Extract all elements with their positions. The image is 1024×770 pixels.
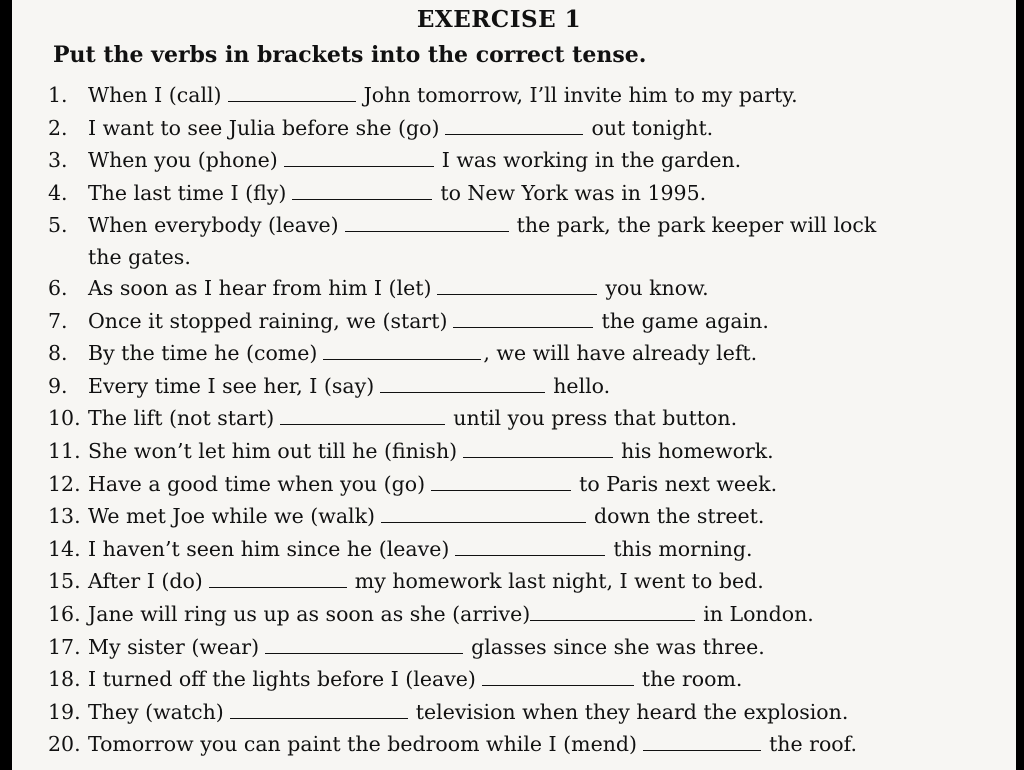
item-text-before: By the time he (come)	[88, 341, 318, 366]
item-text-after: the room.	[641, 667, 743, 692]
item-text-before: As soon as I hear from him I (let)	[88, 275, 432, 300]
exercise-item-13	[48, 500, 998, 533]
item-number: 19.	[48, 699, 81, 724]
item-number: 10.	[48, 406, 81, 431]
answer-blank[interactable]	[292, 180, 432, 199]
item-number: 9.	[48, 373, 68, 398]
exercise-item-1	[48, 79, 998, 112]
item-number: 20.	[48, 732, 81, 757]
item-text-after: the game again.	[601, 308, 769, 333]
item-text-after: to Paris next week.	[579, 471, 778, 496]
item-text-before: When you (phone)	[88, 148, 278, 173]
item-number: 13.	[48, 504, 81, 529]
item-text-after: I was working in the garden.	[441, 148, 742, 173]
answer-blank[interactable]	[445, 115, 583, 134]
item-number: 8.	[48, 341, 68, 366]
exercise-item-17	[48, 631, 998, 664]
exercise-item-15	[48, 565, 998, 598]
item-text-after: television when they heard the explosion.	[415, 699, 849, 724]
item-text-after: until you press that button.	[453, 406, 738, 431]
answer-blank[interactable]	[323, 341, 481, 360]
exercise-item-2	[48, 112, 998, 145]
exercise-item-6	[48, 272, 998, 305]
item-text-after: to New York was in 1995.	[440, 180, 707, 205]
answer-blank[interactable]	[530, 601, 695, 620]
item-text-before: After I (do)	[88, 569, 203, 594]
item-number: 2.	[48, 115, 68, 140]
item-number: 6.	[48, 275, 68, 300]
item-text-after: out tonight.	[591, 115, 714, 140]
exercise-item-12	[48, 468, 998, 501]
exercise-item-3	[48, 144, 998, 177]
item-text-after: , we will have already left.	[483, 341, 758, 366]
item-text-before: When everybody (leave)	[88, 213, 339, 238]
exercise-item-4	[48, 177, 998, 210]
item-text-before: I turned off the lights before I (leave)	[88, 667, 476, 692]
answer-blank[interactable]	[381, 504, 586, 523]
answer-blank[interactable]	[482, 667, 634, 686]
exercise-item-18	[48, 663, 998, 696]
item-number: 7.	[48, 308, 68, 333]
item-text-before: Once it stopped raining, we (start)	[88, 308, 448, 333]
item-number: 11.	[48, 438, 81, 463]
answer-blank[interactable]	[345, 213, 509, 232]
item-text-after: down the street.	[594, 504, 765, 529]
item-number: 1.	[48, 83, 68, 107]
item-number: 17.	[48, 634, 81, 659]
item-text-after: the park, the park keeper will lock	[516, 213, 877, 238]
item-text-before: The last time I (fly)	[88, 180, 287, 205]
answer-blank[interactable]	[463, 439, 613, 458]
item-number: 15.	[48, 569, 81, 594]
exercise-item-16	[48, 598, 998, 631]
exercise-item-8	[48, 337, 998, 370]
exercise-item-11	[48, 435, 998, 468]
answer-blank[interactable]	[209, 569, 347, 588]
exercise-item-9	[48, 370, 998, 403]
exercise-instruction: Put the verbs in brackets into the correct tense.	[53, 42, 647, 68]
item-text-after: you know.	[605, 275, 709, 300]
item-text-after: hello.	[553, 373, 611, 398]
exercise-item-14	[48, 533, 998, 566]
item-text-before: When I (call)	[88, 83, 222, 107]
answer-blank[interactable]	[280, 406, 445, 425]
item-number: 12.	[48, 471, 81, 496]
item-text-before: She won’t let him out till he (finish)	[88, 438, 458, 463]
item-text-after: in London.	[703, 601, 814, 626]
answer-blank[interactable]	[230, 699, 408, 718]
item-text-before: Every time I see her, I (say)	[88, 373, 375, 398]
item-text-before: I haven’t seen him since he (leave)	[88, 536, 450, 561]
item-number: 16.	[48, 601, 81, 626]
item-text-after: my homework last night, I went to bed.	[354, 569, 764, 594]
exercise-title: EXERCISE 1	[416, 6, 582, 33]
item-text-after: John tomorrow, I’ll invite him to my party.	[363, 83, 798, 107]
item-text-before: I want to see Julia before she (go)	[88, 115, 440, 140]
exercise-list	[48, 79, 998, 761]
answer-blank[interactable]	[455, 536, 605, 555]
answer-blank[interactable]	[643, 732, 761, 751]
item-number: 4.	[48, 180, 68, 205]
item-number: 14.	[48, 536, 81, 561]
answer-blank[interactable]	[228, 83, 356, 102]
item-text-before: My sister (wear)	[88, 634, 260, 659]
answer-blank[interactable]	[453, 308, 593, 327]
item-number: 18.	[48, 667, 81, 692]
exercise-item-7	[48, 305, 998, 338]
item-text-after: the roof.	[769, 732, 858, 757]
answer-blank[interactable]	[380, 373, 545, 392]
answer-blank[interactable]	[437, 276, 597, 295]
item-text-after: this morning.	[613, 536, 753, 561]
item-number: 3.	[48, 148, 68, 173]
item-text-before: They (watch)	[88, 699, 224, 724]
exercise-item-10	[48, 402, 998, 435]
item-text-after: his homework.	[621, 438, 774, 463]
item-text-before: Jane will ring us up as soon as she (arrive)	[88, 601, 531, 626]
exercise-item-5	[48, 209, 998, 242]
item-text-before: We met Joe while we (walk)	[88, 504, 376, 529]
exercise-item-5-continuation: the gates.	[88, 244, 191, 269]
worksheet-page	[12, 0, 1016, 770]
exercise-item-19	[48, 696, 998, 729]
answer-blank[interactable]	[284, 148, 434, 167]
answer-blank[interactable]	[265, 634, 463, 653]
item-number: 5.	[48, 213, 68, 238]
item-text-before: Have a good time when you (go)	[88, 471, 426, 496]
item-text-before: Tomorrow you can paint the bedroom while I (mend)	[88, 732, 638, 757]
item-text-before: The lift (not start)	[88, 406, 275, 431]
answer-blank[interactable]	[431, 471, 571, 490]
item-text-after: glasses since she was three.	[471, 634, 765, 659]
exercise-item-20	[48, 728, 998, 761]
